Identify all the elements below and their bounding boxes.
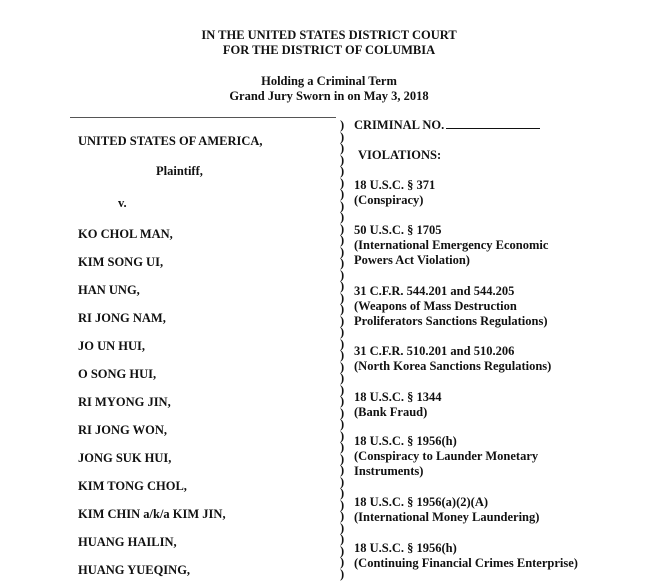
- caption-paren: ): [340, 486, 345, 500]
- criminal-number-line: [354, 118, 540, 133]
- court-name-line-2: FOR THE DISTRICT OF COLUMBIA: [222, 43, 436, 57]
- caption-paren: ): [340, 520, 345, 535]
- court-name-line-1: IN THE UNITED STATES DISTRICT COURT: [201, 28, 457, 42]
- violation-block: [354, 178, 435, 208]
- term-line-2: Grand Jury Sworn in on May 3, 2018: [229, 89, 429, 103]
- defendant-name: JONG SUK HUI,: [78, 451, 172, 465]
- violation-description: (North Korea Sanctions Regulations): [354, 359, 552, 373]
- caption-paren: ): [340, 555, 345, 569]
- violation-block: [354, 495, 539, 525]
- violation-statute: 18 U.S.C. § 1344: [354, 390, 442, 404]
- violation-block: [354, 284, 548, 329]
- violation-block: [354, 434, 538, 479]
- term-line-1: Holding a Criminal Term: [261, 74, 397, 88]
- caption-paren: ): [340, 175, 345, 190]
- defendant-name: HUANG HAILIN,: [78, 535, 177, 549]
- violations-label: VIOLATIONS:: [358, 148, 442, 162]
- violation-description: (Conspiracy to Launder Monetary: [354, 449, 539, 463]
- caption-paren: ): [340, 187, 345, 201]
- caption-paren: ): [340, 509, 345, 523]
- defendant-name: KIM TONG CHOL,: [78, 479, 187, 493]
- violation-description: Instruments): [354, 464, 424, 478]
- caption-paren: ): [340, 210, 345, 224]
- caption-paren: ): [340, 394, 345, 408]
- caption-paren: ): [340, 405, 345, 420]
- caption-paren: ): [340, 371, 345, 385]
- violation-block: [354, 390, 442, 420]
- violation-description: Proliferators Sanctions Regulations): [354, 314, 548, 328]
- violation-statute: 18 U.S.C. § 1956(h): [354, 541, 457, 555]
- defendant-name: KO CHOL MAN,: [78, 227, 173, 241]
- defendant-name: KIM SONG UI,: [78, 255, 164, 269]
- violation-description: (Bank Fraud): [354, 405, 428, 419]
- caption-paren: ): [340, 118, 345, 132]
- violation-statute: 18 U.S.C. § 371: [354, 178, 436, 192]
- violation-description: (Continuing Financial Crimes Enterprise): [354, 556, 578, 570]
- defendant-name: HAN UNG,: [78, 283, 140, 297]
- caption-paren: ): [340, 463, 345, 477]
- caption-paren: ): [340, 129, 345, 144]
- caption-paren: ): [340, 279, 345, 293]
- defendant-name: HUANG YUEQING,: [78, 563, 191, 577]
- caption-paren: ): [340, 313, 345, 328]
- caption-paren: ): [340, 543, 345, 558]
- caption-paren: ): [340, 417, 345, 431]
- violation-description: (Weapons of Mass Destruction: [354, 299, 517, 313]
- caption-paren: ): [340, 348, 345, 362]
- violation-description: Powers Act Violation): [354, 253, 470, 267]
- criminal-number-blank: [446, 118, 540, 129]
- caption-paren: ): [340, 359, 345, 374]
- caption-paren: ): [340, 256, 345, 270]
- defendant-name: RI JONG NAM,: [78, 311, 166, 325]
- caption-paren: ): [340, 141, 345, 155]
- caption-paren: ): [340, 382, 345, 397]
- caption-paren: ): [340, 221, 345, 236]
- plaintiff-name: UNITED STATES OF AMERICA,: [78, 134, 263, 148]
- versus: v.: [118, 196, 127, 210]
- caption-paren: ): [340, 325, 345, 339]
- caption-paren: ): [340, 290, 345, 305]
- caption-paren: ): [340, 474, 345, 489]
- violation-description: (International Money Laundering): [354, 510, 540, 524]
- violation-statute: 31 C.F.R. 510.201 and 510.206: [354, 344, 515, 358]
- violation-description: (International Emergency Economic: [354, 238, 549, 252]
- violation-statute: 18 U.S.C. § 1956(h): [354, 434, 457, 448]
- caption-paren: ): [340, 532, 345, 546]
- criminal-number-label: CRIMINAL NO.: [354, 118, 445, 132]
- violation-block: [354, 541, 578, 571]
- caption-top-rule: [70, 117, 336, 118]
- defendant-name: O SONG HUI,: [78, 367, 157, 381]
- violation-statute: 50 U.S.C. § 1705: [354, 223, 442, 237]
- caption-paren: ): [340, 244, 345, 259]
- caption-paren: ): [340, 566, 345, 581]
- defendant-name: RI JONG WON,: [78, 423, 168, 437]
- violation-description: (Conspiracy): [354, 193, 424, 207]
- caption-paren: ): [340, 336, 345, 351]
- defendant-name: JO UN HUI,: [78, 339, 146, 353]
- plaintiff-label: Plaintiff,: [156, 164, 203, 178]
- violation-statute: 18 U.S.C. § 1956(a)(2)(A): [354, 495, 489, 509]
- violation-statute: 31 C.F.R. 544.201 and 544.205: [354, 284, 515, 298]
- violation-block: [354, 223, 548, 268]
- defendant-name: KIM CHIN a/k/a KIM JIN,: [78, 507, 226, 521]
- caption-paren: ): [340, 152, 345, 167]
- caption-paren: ): [340, 302, 345, 316]
- caption-paren: ): [340, 267, 345, 282]
- caption-paren: ): [340, 497, 345, 512]
- caption-paren: ): [340, 198, 345, 213]
- caption-paren: ): [340, 164, 345, 178]
- caption-paren: ): [340, 233, 345, 247]
- caption-paren: ): [340, 428, 345, 443]
- defendant-name: RI MYONG JIN,: [78, 395, 171, 409]
- caption-paren: ): [340, 451, 345, 466]
- violation-block: [354, 344, 551, 374]
- caption-paren: ): [340, 440, 345, 454]
